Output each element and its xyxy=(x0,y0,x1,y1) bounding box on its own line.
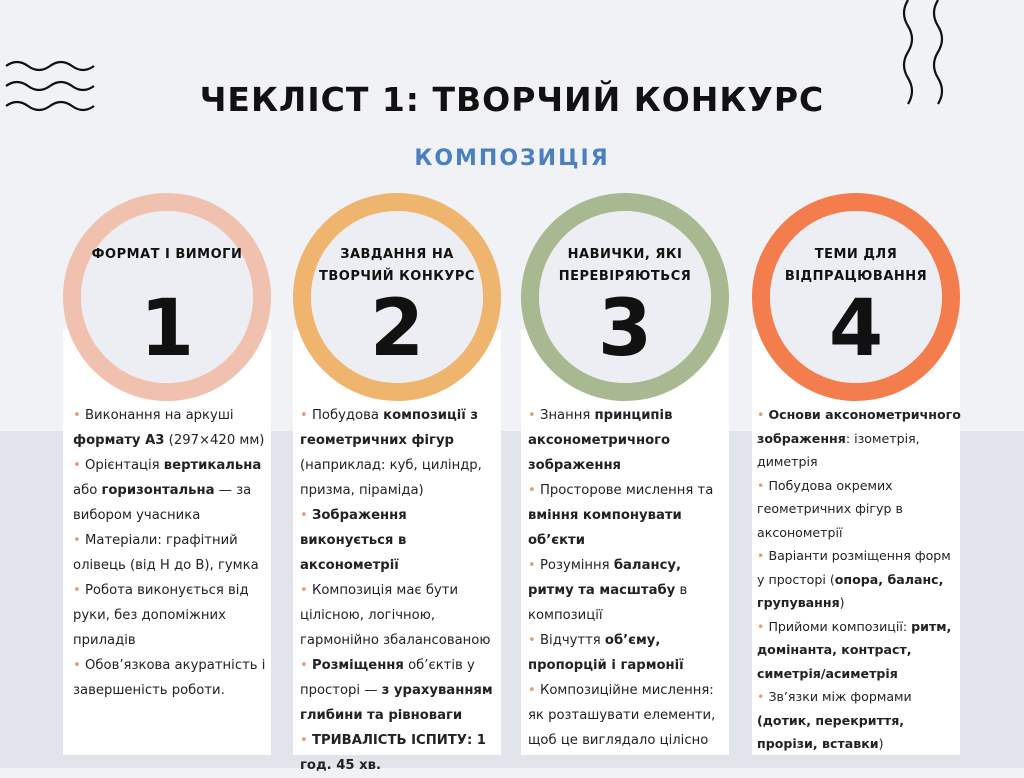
bullet-item xyxy=(73,528,271,578)
bullet-text: Прийоми композиції: xyxy=(768,618,912,634)
bullet-icon: • xyxy=(73,458,85,473)
bullet-item xyxy=(300,728,503,778)
bullet-text: Відчуття xyxy=(539,633,605,648)
bullet-text: (наприклад: куб, циліндр, призма, піраміда) xyxy=(300,458,482,498)
bullet-text-bold: принципів аксонометричного зображення xyxy=(528,408,673,473)
bullet-text-bold: ритм, домінанта, контраст, симетрія/асиметрія xyxy=(757,618,952,681)
bullet-text-bold: Розміщення xyxy=(311,658,404,673)
bullet-text: Побудова xyxy=(311,408,384,423)
bullet-item xyxy=(757,685,961,756)
bullet-icon: • xyxy=(757,477,769,493)
bullet-icon: • xyxy=(528,408,540,423)
bullet-item xyxy=(73,403,271,453)
bullet-text: (297×420 мм) xyxy=(164,433,265,448)
bullet-icon: • xyxy=(528,633,540,648)
card-body xyxy=(300,403,503,778)
bullet-text-bold: горизонтальна xyxy=(101,483,215,498)
bullet-text: Композиційне мислення: як розташувати елементи, щоб це виглядало цілісно xyxy=(528,683,716,748)
bullet-text: Варіанти розміщення форм у просторі ( xyxy=(757,548,951,587)
bullet-icon: • xyxy=(73,408,85,423)
bullet-item xyxy=(300,578,503,653)
bullet-item xyxy=(528,403,728,478)
card-heading: ТЕМИ ДЛЯ ВІДПРАЦЮВАННЯ xyxy=(784,247,928,284)
bullet-item xyxy=(757,403,961,474)
bullet-text: Просторове мислення та xyxy=(539,483,714,498)
bullet-icon: • xyxy=(73,658,85,673)
bullet-text-bold: (дотик, перекриття, прорізи, вставки xyxy=(757,712,905,751)
page-subtitle: КОМПОЗИЦІЯ xyxy=(414,146,610,171)
bullet-icon: • xyxy=(757,689,769,704)
bullet-text: Орієнтація xyxy=(84,458,164,473)
bullet-item xyxy=(528,478,728,553)
bullet-item xyxy=(300,503,503,578)
bullet-text: Виконання на аркуші xyxy=(84,408,234,423)
card-number: 4 xyxy=(828,284,884,374)
bullet-item xyxy=(757,544,961,615)
card-number: 1 xyxy=(139,284,195,374)
bullet-icon: • xyxy=(528,558,540,573)
bullet-text: в композиції xyxy=(528,583,688,623)
card-heading: НАВИЧКИ, ЯКІ ПЕРЕВІРЯЮТЬСЯ xyxy=(558,247,692,284)
bullet-text: Матеріали: графітний олівець (від Н до В), гумка xyxy=(73,533,259,573)
bullet-text: Зв’язки між формами xyxy=(768,689,912,704)
card-heading: ЗАВДАННЯ НА ТВОРЧИЙ КОНКУРС xyxy=(319,247,475,284)
bullet-icon: • xyxy=(757,548,769,563)
bullet-text-bold: композиції з геометричних фігур xyxy=(300,408,479,448)
bullet-text-bold: Основи аксонометричного зображення xyxy=(757,407,961,446)
bullet-icon: • xyxy=(528,483,540,498)
bullet-item xyxy=(300,653,503,728)
bullet-icon: • xyxy=(73,533,85,548)
bullet-icon: • xyxy=(757,618,769,634)
bullet-text: Композиція має бути цілісною, логічною, гармонійно збалансованою xyxy=(300,583,491,648)
bullet-text: Розуміння xyxy=(539,558,614,573)
bullet-text: Побудова окремих геометричних фігур в аксонометрії xyxy=(757,477,903,540)
card-body xyxy=(528,403,728,753)
card-number: 2 xyxy=(369,284,425,374)
bullet-item xyxy=(528,553,728,628)
bullet-icon: • xyxy=(757,407,769,422)
bullet-text: об’єктів у просторі — xyxy=(300,658,475,698)
bullet-text: Робота виконується від руки, без допоміжних приладів xyxy=(73,583,249,648)
bullet-icon: • xyxy=(528,683,540,698)
card-body xyxy=(73,403,271,703)
bullet-icon: • xyxy=(73,583,85,598)
bullet-text: ) xyxy=(839,595,845,610)
bullet-item xyxy=(528,628,728,678)
bullet-item xyxy=(73,453,271,528)
bullet-text-bold: вертикальна xyxy=(163,458,262,473)
bullet-text: ) xyxy=(878,736,884,751)
page-title: ЧЕКЛІСТ 1: ТВОРЧИЙ КОНКУРС xyxy=(199,80,825,119)
bullet-text: : ізометрія, диметрія xyxy=(757,430,920,469)
card-number: 3 xyxy=(597,284,653,374)
bullet-text-bold: опора, баланс, групування xyxy=(757,571,944,610)
card-heading: ФОРМАТ І ВИМОГИ xyxy=(91,247,243,262)
bullet-text-bold: вміння компонувати об’єкти xyxy=(528,508,682,548)
bullet-icon: • xyxy=(300,583,312,598)
bullet-icon: • xyxy=(300,658,312,673)
bullet-icon: • xyxy=(300,508,312,523)
bullet-item xyxy=(757,474,961,545)
bullet-text: — за вибором учасника xyxy=(73,483,252,523)
bullet-text-bold: балансу, ритму та масштабу xyxy=(528,558,682,598)
bullet-icon: • xyxy=(300,733,312,748)
card-body xyxy=(757,403,961,756)
bullet-text: або xyxy=(73,483,102,498)
bullet-icon: • xyxy=(300,408,312,423)
bullet-text-bold: Зображення виконується в аксонометрії xyxy=(300,508,407,573)
bullet-text: Обов’язкова акуратність і завершеність роботи. xyxy=(73,658,266,698)
bullet-item xyxy=(300,403,503,503)
bullet-text-bold: об’єму, пропорцій і гармонії xyxy=(528,633,684,673)
bullet-text-bold: ТРИВАЛІСТЬ ІСПИТУ: 1 год. 45 хв. xyxy=(300,733,486,773)
bullet-text-bold: формату А3 xyxy=(73,433,165,448)
bullet-item xyxy=(757,615,961,686)
bullet-item xyxy=(73,653,271,703)
bullet-item xyxy=(528,678,728,753)
bullet-item xyxy=(73,578,271,653)
bullet-text-bold: з урахуванням глибини та рівноваги xyxy=(300,683,493,723)
bullet-text: Знання xyxy=(539,408,595,423)
